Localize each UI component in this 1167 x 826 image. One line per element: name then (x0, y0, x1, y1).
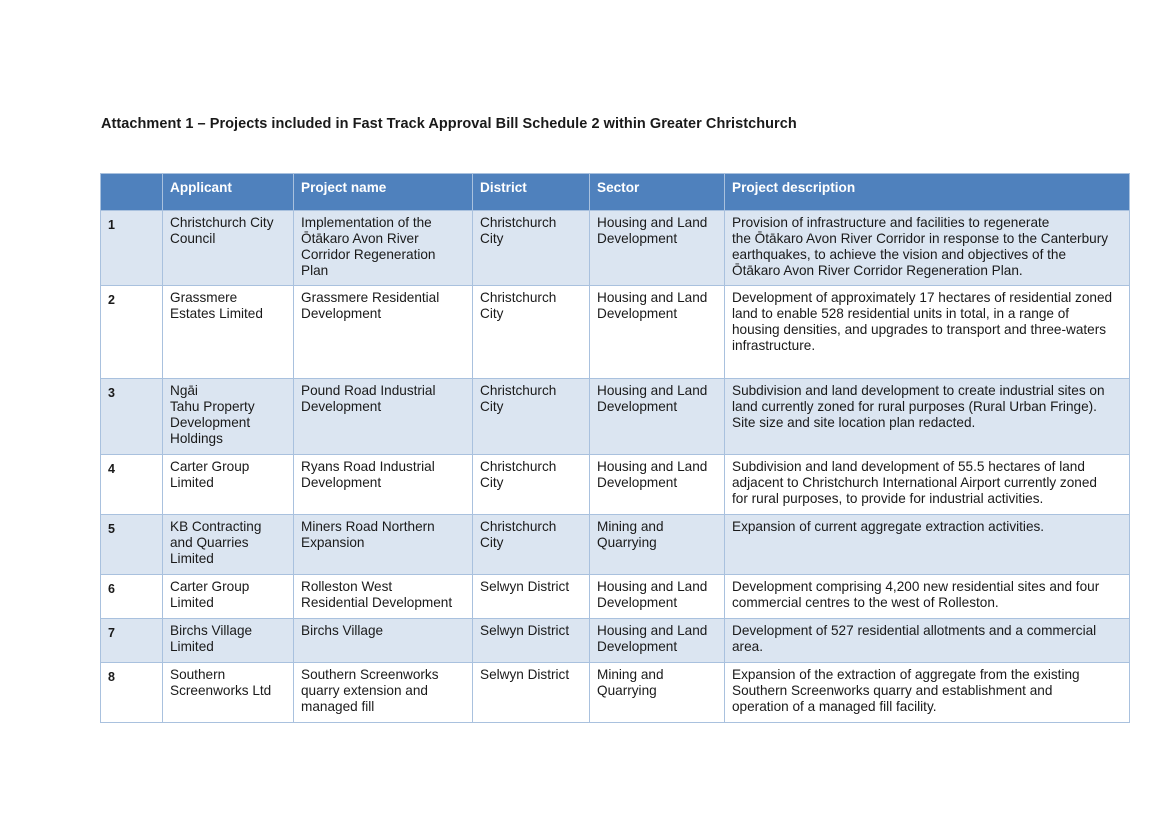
projects-table (100, 173, 1130, 723)
table-row (101, 575, 1130, 619)
applicant-cell: Grassmere Estates Limited (163, 286, 294, 379)
applicant-cell: KB Contracting and Quarries Limited (163, 515, 294, 575)
row-number: 2 (101, 286, 163, 379)
sector-cell: Housing and Land Development (590, 619, 725, 663)
header-number (101, 174, 163, 211)
project-name-cell: Southern Screenworks quarry extension and managed fill (294, 663, 473, 723)
row-number: 7 (101, 619, 163, 663)
applicant-cell: Birchs Village Limited (163, 619, 294, 663)
row-number: 1 (101, 211, 163, 286)
project-name-cell: Pound Road Industrial Development (294, 379, 473, 455)
header-row (101, 174, 1130, 211)
table-row (101, 379, 1130, 455)
applicant-cell: Ngāi Tahu Property Development Holdings (163, 379, 294, 455)
header-project-description: Project description (725, 174, 1130, 211)
sector-cell: Housing and Land Development (590, 575, 725, 619)
project-name-cell: Ryans Road Industrial Development (294, 455, 473, 515)
description-cell: Development of 527 residential allotments and a commercial area. (725, 619, 1130, 663)
district-cell: Christchurch City (473, 211, 590, 286)
district-cell: Selwyn District (473, 663, 590, 723)
table-row (101, 455, 1130, 515)
header-sector: Sector (590, 174, 725, 211)
sector-cell: Housing and Land Development (590, 286, 725, 379)
sector-cell: Housing and Land Development (590, 211, 725, 286)
sector-cell: Housing and Land Development (590, 455, 725, 515)
sector-cell: Mining and Quarrying (590, 663, 725, 723)
table-row (101, 663, 1130, 723)
description-cell: Provision of infrastructure and facilities to regenerate the Ōtākaro Avon River Corridor in response to the Canterbury earthquakes, to achieve the vision and objectives of the Ōtākaro Avon River Corridor Regeneration Plan. (725, 211, 1130, 286)
sector-cell: Mining and Quarrying (590, 515, 725, 575)
row-number: 4 (101, 455, 163, 515)
row-number: 6 (101, 575, 163, 619)
table-body (101, 211, 1130, 723)
project-name-cell: Implementation of the Ōtākaro Avon River Corridor Regeneration Plan (294, 211, 473, 286)
district-cell: Christchurch City (473, 455, 590, 515)
applicant-cell: Christchurch City Council (163, 211, 294, 286)
description-cell: Development comprising 4,200 new residential sites and four commercial centres to the west of Rolleston. (725, 575, 1130, 619)
project-name-cell: Birchs Village (294, 619, 473, 663)
applicant-cell: Southern Screenworks Ltd (163, 663, 294, 723)
document-title: Attachment 1 – Projects included in Fast Track Approval Bill Schedule 2 within Greater Christchurch (101, 116, 797, 132)
row-number: 5 (101, 515, 163, 575)
description-cell: Subdivision and land development to create industrial sites on land currently zoned for rural purposes (Rural Urban Fringe). Site size and site location plan redacted. (725, 379, 1130, 455)
header-district: District (473, 174, 590, 211)
description-cell: Expansion of the extraction of aggregate from the existing Southern Screenworks quarry and establishment and operation of a managed fill facility. (725, 663, 1130, 723)
row-number: 3 (101, 379, 163, 455)
district-cell: Christchurch City (473, 286, 590, 379)
district-cell: Selwyn District (473, 619, 590, 663)
description-cell: Development of approximately 17 hectares of residential zoned land to enable 528 residential units in total, in a range of housing densities, and upgrades to transport and three-waters infrastructure. (725, 286, 1130, 379)
description-cell: Expansion of current aggregate extraction activities. (725, 515, 1130, 575)
table-row (101, 286, 1130, 379)
district-cell: Christchurch City (473, 379, 590, 455)
table-row (101, 515, 1130, 575)
applicant-cell: Carter Group Limited (163, 455, 294, 515)
applicant-cell: Carter Group Limited (163, 575, 294, 619)
project-name-cell: Miners Road Northern Expansion (294, 515, 473, 575)
project-name-cell: Grassmere Residential Development (294, 286, 473, 379)
row-number: 8 (101, 663, 163, 723)
sector-cell: Housing and Land Development (590, 379, 725, 455)
header-project-name: Project name (294, 174, 473, 211)
district-cell: Selwyn District (473, 575, 590, 619)
district-cell: Christchurch City (473, 515, 590, 575)
header-applicant: Applicant (163, 174, 294, 211)
table-row (101, 211, 1130, 286)
description-cell: Subdivision and land development of 55.5 hectares of land adjacent to Christchurch International Airport currently zoned for rural purposes, to provide for industrial activities. (725, 455, 1130, 515)
table-row (101, 619, 1130, 663)
table-header (101, 174, 1130, 211)
project-name-cell: Rolleston West Residential Development (294, 575, 473, 619)
